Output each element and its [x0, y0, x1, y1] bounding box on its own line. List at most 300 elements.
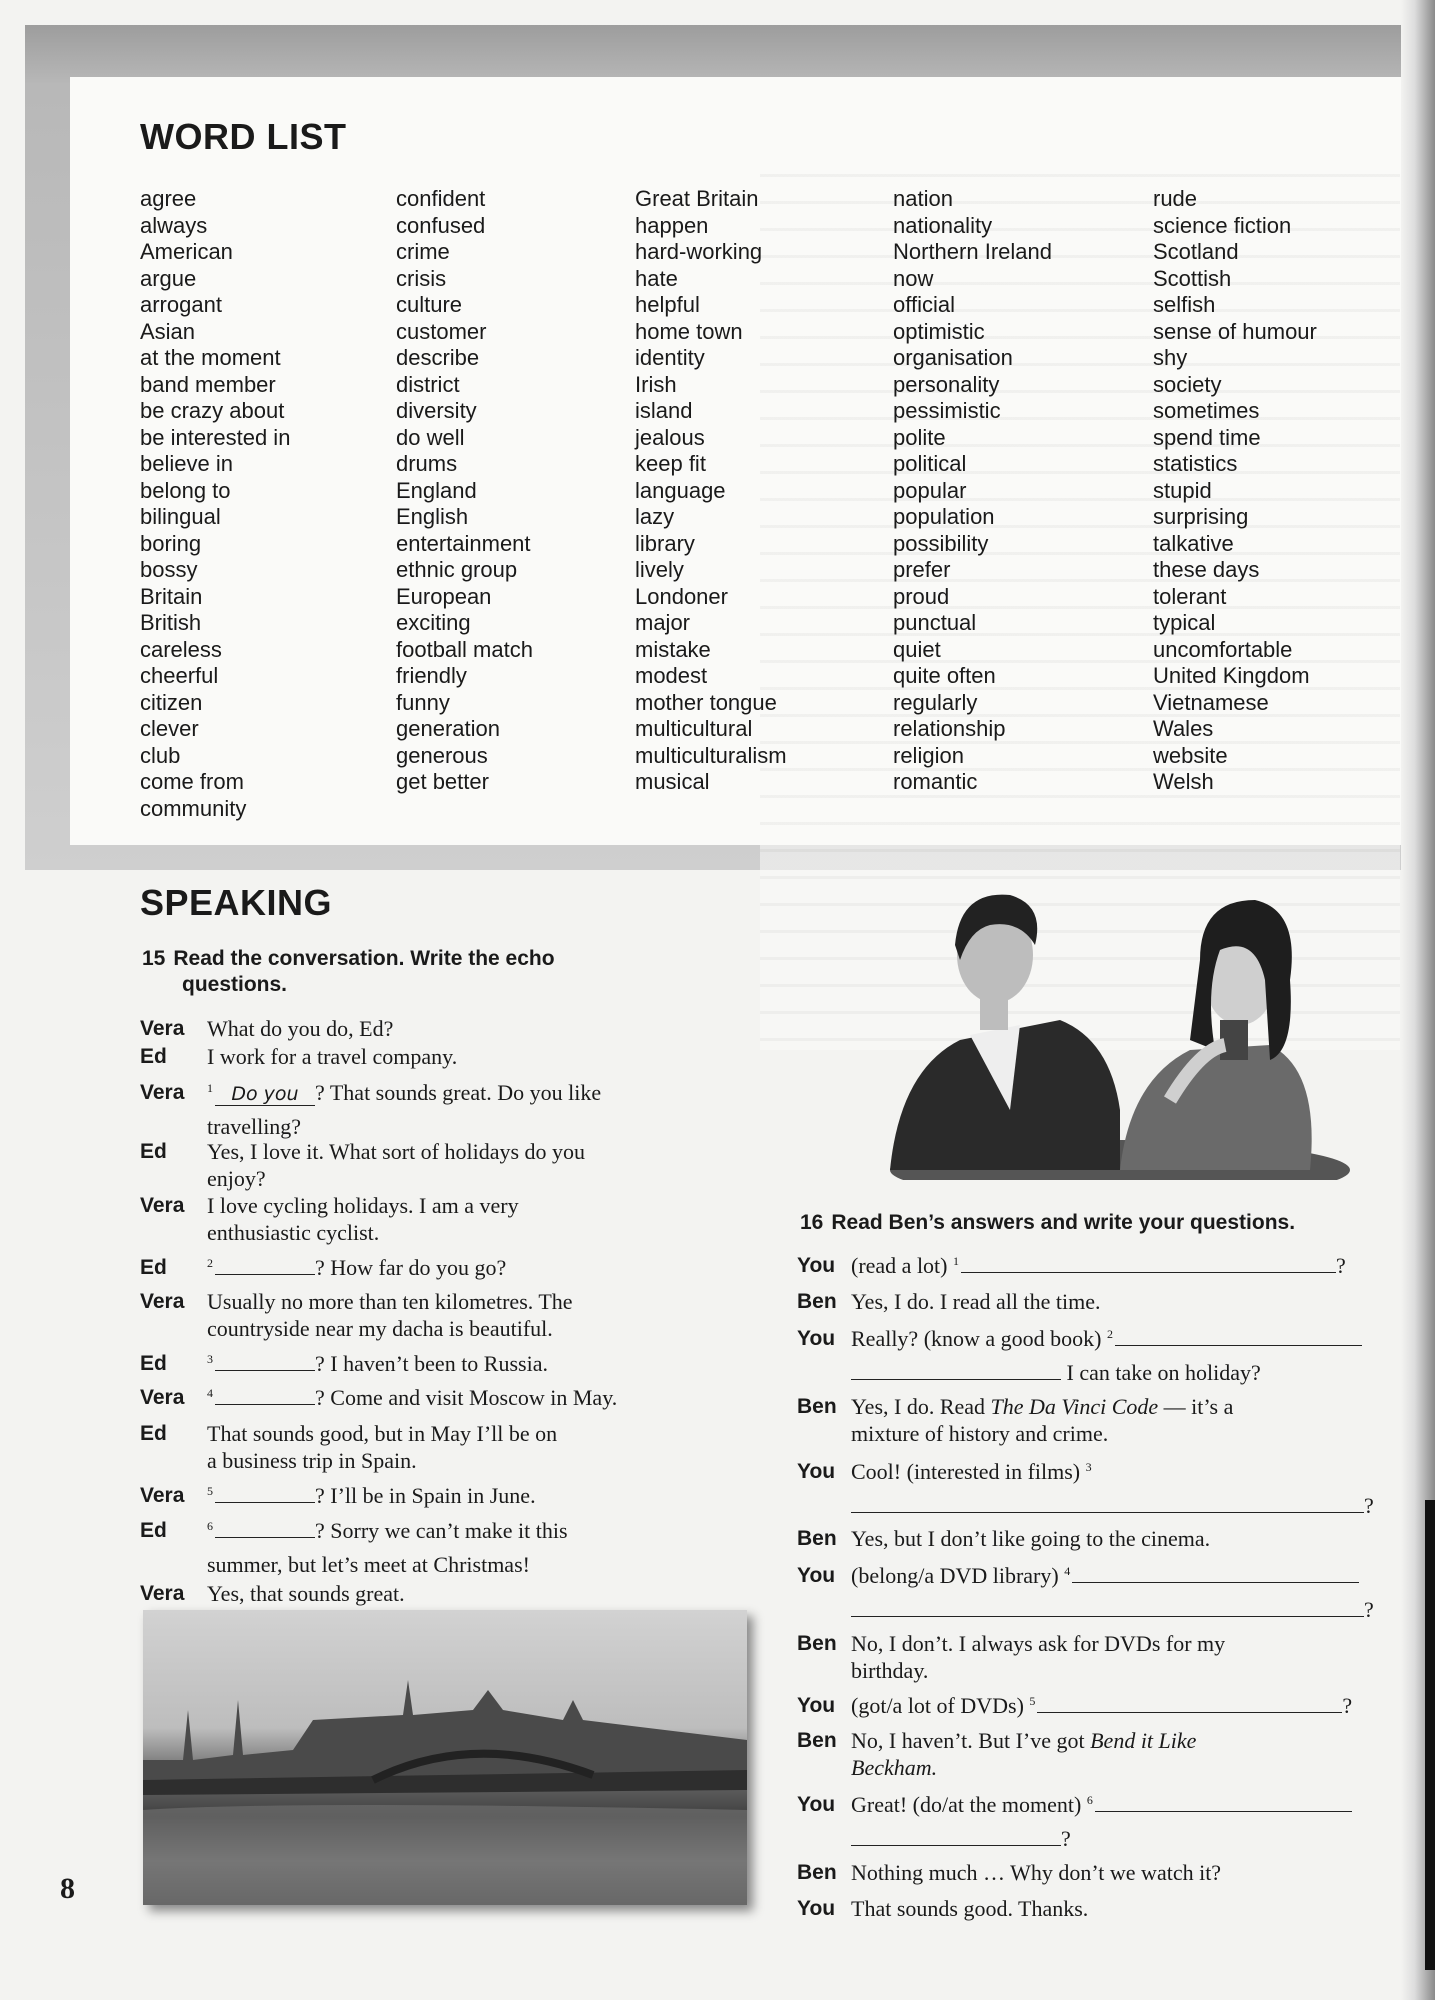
- word-list-item: crisis: [396, 265, 447, 291]
- text: birthday.: [851, 1658, 929, 1683]
- dialogue-text: [851, 1692, 1352, 1719]
- dialogue-line: [140, 1482, 536, 1509]
- word-list-item: be interested in: [140, 424, 291, 450]
- dialogue-text: [851, 1393, 1233, 1447]
- dialogue-row: [207, 1165, 585, 1192]
- text: ? Sorry we can’t make it this: [315, 1518, 568, 1543]
- word-list-item: shy: [1153, 345, 1188, 370]
- word-list-item: proud: [893, 583, 950, 609]
- dialogue-row: [851, 1252, 1346, 1279]
- answer-blank[interactable]: [1037, 1692, 1342, 1713]
- dialogue-row: [207, 1015, 393, 1042]
- gap-number: 3: [1085, 1459, 1092, 1474]
- speaker-label: Ben: [797, 1527, 837, 1550]
- dialogue-text: [851, 1455, 1374, 1523]
- gap-number: 2: [1107, 1326, 1113, 1341]
- dialogue-row: [207, 1514, 568, 1548]
- dialogue-text: [851, 1859, 1221, 1886]
- dialogue-line: [797, 1393, 1233, 1447]
- text: ?: [1061, 1826, 1071, 1851]
- word-list-item: hard-working: [635, 239, 763, 264]
- speaker-label: Ben: [797, 1395, 837, 1418]
- dialogue-row: [207, 1447, 557, 1474]
- speaker-label: Vera: [140, 1386, 185, 1409]
- word-list-item: United Kingdom: [1153, 663, 1310, 688]
- word-list-item: bilingual: [140, 504, 221, 529]
- dialogue-text: [851, 1252, 1346, 1279]
- word-list-column: [893, 186, 1052, 796]
- speaker-label: Ben: [797, 1729, 837, 1752]
- dialogue-row: [851, 1525, 1210, 1552]
- speaker-label: You: [797, 1793, 836, 1816]
- speaker-label: Vera: [140, 1582, 185, 1605]
- exercise-15-instruction: [142, 946, 555, 998]
- text: Yes, that sounds great.: [207, 1581, 405, 1606]
- dialogue-row: [851, 1657, 1225, 1684]
- dialogue-line: [140, 1015, 393, 1042]
- text: Yes, I do. I read all the time.: [851, 1289, 1101, 1314]
- word-list-item: sometimes: [1153, 398, 1260, 423]
- dialogue-text: [851, 1895, 1088, 1922]
- word-list-item: bossy: [140, 557, 198, 582]
- word-list-item: political: [893, 451, 967, 476]
- word-list-item: island: [635, 398, 693, 423]
- word-list-item: lively: [635, 557, 684, 582]
- word-list-item: uncomfortable: [1153, 636, 1293, 662]
- exercise-16-instruction: [800, 1210, 1295, 1236]
- dialogue-row: [851, 1692, 1352, 1719]
- dialogue-text: [207, 1138, 585, 1192]
- dialogue-row: [851, 1455, 1374, 1489]
- dialogue-row: [207, 1254, 506, 1281]
- word-list-item: hate: [635, 265, 678, 291]
- speaker-label: You: [797, 1564, 836, 1587]
- word-list-item: library: [635, 530, 695, 556]
- word-list-item: prefer: [893, 557, 951, 582]
- word-list-item: community: [140, 795, 247, 821]
- answer-blank[interactable]: [215, 1254, 315, 1275]
- word-list-item: keep fit: [635, 451, 706, 476]
- word-list-item: arrogant: [140, 292, 222, 317]
- dialogue-text: [207, 1482, 536, 1509]
- text: Yes, but I don’t like going to the cinema.: [851, 1526, 1211, 1551]
- instruction-text: questions.: [182, 973, 288, 996]
- page-edge: [1425, 1500, 1435, 1970]
- dialogue-text: [851, 1288, 1101, 1315]
- word-list-item: regularly: [893, 689, 978, 715]
- word-list-item: diversity: [396, 398, 477, 423]
- speaker-label: Ed: [140, 1045, 167, 1068]
- dialogue-line: [797, 1252, 1346, 1279]
- word-list-item: band member: [140, 371, 276, 397]
- speaker-label: Ben: [797, 1861, 837, 1884]
- word-list-item: religion: [893, 742, 964, 768]
- word-list-item: exciting: [396, 610, 471, 635]
- word-list-item: British: [140, 610, 202, 635]
- dialogue-line: [140, 1350, 548, 1377]
- dialogue-line: [797, 1630, 1225, 1684]
- word-list-item: relationship: [893, 716, 1006, 741]
- answer-blank[interactable]: [851, 1359, 1061, 1380]
- word-list-item: confident: [396, 186, 486, 211]
- word-list-item: statistics: [1153, 451, 1238, 476]
- speaker-label: Ed: [140, 1140, 167, 1163]
- word-list-item: Britain: [140, 583, 203, 609]
- dialogue-line: [797, 1288, 1101, 1315]
- gap-number: 1: [207, 1080, 213, 1095]
- word-list-item: possibility: [893, 530, 989, 556]
- dialogue-line: [140, 1076, 601, 1144]
- dialogue-row: [851, 1754, 1196, 1781]
- word-list-item: at the moment: [140, 345, 281, 370]
- word-list-item: confused: [396, 212, 486, 238]
- dialogue-line: [797, 1559, 1374, 1627]
- dialogue-line: [140, 1192, 519, 1246]
- dialogue-text: [207, 1514, 568, 1582]
- dialogue-row: [851, 1727, 1196, 1754]
- dialogue-text: [207, 1580, 405, 1607]
- word-list-item: these days: [1153, 557, 1260, 582]
- word-list-item: population: [893, 504, 995, 529]
- dialogue-row: [207, 1288, 573, 1315]
- dialogue-row: [851, 1322, 1362, 1356]
- dialogue-row: [851, 1788, 1352, 1822]
- text: enjoy?: [207, 1166, 266, 1191]
- word-list-item: ethnic group: [396, 557, 518, 582]
- word-list-item: punctual: [893, 610, 977, 635]
- word-list-item: describe: [396, 345, 480, 370]
- instruction-text: Read the conversation. Write the echo: [173, 947, 555, 970]
- text: summer, but let’s meet at Christmas!: [207, 1552, 530, 1577]
- word-list-column: [1153, 186, 1317, 796]
- word-list-item: citizen: [140, 689, 203, 715]
- word-list-item: science fiction: [1153, 212, 1292, 238]
- word-list-item: believe in: [140, 451, 233, 476]
- answer-blank[interactable]: [1115, 1325, 1362, 1346]
- text: (read a lot): [851, 1253, 953, 1278]
- dialogue-text: [207, 1192, 519, 1246]
- dialogue-row: [207, 1580, 405, 1607]
- word-list-item: cheerful: [140, 663, 219, 688]
- answer-field[interactable]: Do you: [215, 1083, 315, 1106]
- dialogue-text: [851, 1525, 1210, 1552]
- gap-number: 4: [1064, 1563, 1071, 1578]
- dialogue-line: [140, 1138, 585, 1192]
- text: That sounds good, but in May I’ll be on: [207, 1421, 558, 1446]
- exercise-number: 15: [142, 947, 166, 970]
- word-list-item: Vietnamese: [1153, 689, 1269, 715]
- word-list-item: be crazy about: [140, 398, 285, 423]
- dialogue-line: [797, 1692, 1352, 1719]
- text: ?: [1364, 1493, 1374, 1518]
- dialogue-row: [207, 1043, 457, 1070]
- dialogue-text: [207, 1076, 601, 1144]
- speaker-label: You: [797, 1327, 836, 1350]
- text: — it’s a: [1158, 1394, 1234, 1419]
- word-list-item: language: [635, 477, 726, 503]
- gap-number: 5: [207, 1483, 213, 1498]
- dialogue-text: [851, 1727, 1196, 1781]
- moscow-photo: [143, 1610, 747, 1905]
- dialogue-line: [797, 1788, 1352, 1856]
- word-list-item: talkative: [1153, 530, 1234, 556]
- text: I love cycling holidays. I am a very: [207, 1193, 519, 1218]
- text: enthusiastic cyclist.: [207, 1220, 380, 1245]
- dialogue-text: [207, 1254, 506, 1281]
- dialogue-line: [797, 1322, 1362, 1390]
- word-list-item: popular: [893, 477, 967, 503]
- word-list-item: quiet: [893, 636, 941, 662]
- text: That sounds good. Thanks.: [851, 1896, 1089, 1921]
- dialogue-row: [207, 1384, 617, 1411]
- word-list-item: generous: [396, 742, 488, 768]
- speaker-label: Vera: [140, 1290, 185, 1313]
- dialogue-row: [851, 1630, 1225, 1657]
- word-list-item: mistake: [635, 636, 711, 662]
- word-list-item: sense of humour: [1153, 318, 1317, 344]
- dialogue-text: [207, 1384, 617, 1411]
- speaker-label: Ben: [797, 1632, 837, 1655]
- dialogue-text: [851, 1630, 1225, 1684]
- word-list-item: helpful: [635, 292, 700, 317]
- text: Nothing much … Why don’t we watch it?: [851, 1860, 1222, 1885]
- dialogue-line: [140, 1514, 568, 1582]
- dialogue-row: [207, 1482, 536, 1509]
- dialogue-row: [207, 1315, 573, 1342]
- word-list-item: nationality: [893, 212, 993, 238]
- word-list-item: generation: [396, 716, 500, 741]
- speaker-label: Ben: [797, 1290, 837, 1313]
- word-list-item: organisation: [893, 345, 1013, 370]
- dialogue-row: [207, 1192, 519, 1219]
- text: ? I’ll be in Spain in June.: [315, 1483, 536, 1508]
- page-number: 8: [60, 1872, 75, 1905]
- word-list-item: stupid: [1153, 477, 1212, 503]
- dialogue-line: [140, 1288, 573, 1342]
- word-list-item: funny: [396, 689, 450, 715]
- text: What do you do, Ed?: [207, 1016, 394, 1041]
- text: ?: [1364, 1597, 1374, 1622]
- word-list-item: musical: [635, 769, 710, 794]
- word-list-item: customer: [396, 318, 487, 344]
- word-list-item: home town: [635, 318, 743, 344]
- speaker-label: You: [797, 1460, 836, 1483]
- word-list-item: nation: [893, 186, 953, 211]
- dialogue-text: [851, 1788, 1352, 1856]
- text: Yes, I love it. What sort of holidays do you: [207, 1139, 586, 1164]
- dialogue-row: [207, 1219, 519, 1246]
- speaker-label: Vera: [140, 1484, 185, 1507]
- speaker-label: Ed: [140, 1256, 167, 1279]
- answer-blank[interactable]: [215, 1482, 315, 1503]
- word-list-item: Great Britain: [635, 186, 759, 211]
- gap-number: 6: [1086, 1792, 1093, 1807]
- text: Really? (know a good book): [851, 1326, 1107, 1351]
- text: I work for a travel company.: [207, 1044, 458, 1069]
- dialogue-line: [140, 1420, 557, 1474]
- answer-blank[interactable]: [215, 1517, 315, 1538]
- speaker-label: Ed: [140, 1422, 167, 1445]
- word-list-item: personality: [893, 371, 1000, 397]
- dialogue-text: [851, 1322, 1362, 1390]
- dialogue-row: [851, 1822, 1352, 1856]
- answer-blank[interactable]: [215, 1384, 315, 1405]
- text: ? How far do you go?: [315, 1255, 507, 1280]
- text: ? I haven’t been to Russia.: [315, 1351, 548, 1376]
- text: Yes, I do. Read: [851, 1394, 991, 1419]
- dialogue-row: [207, 1420, 557, 1447]
- speaker-label: You: [797, 1694, 836, 1717]
- speaker-label: Vera: [140, 1017, 185, 1040]
- word-list-column: [635, 186, 787, 796]
- speaker-label: Ed: [140, 1519, 167, 1542]
- word-list-item: multicultural: [635, 716, 753, 741]
- instruction-text: Read Ben’s answers and write your questions.: [831, 1211, 1296, 1234]
- word-list-item: European: [396, 583, 492, 609]
- text: No, I haven’t. But I’ve got: [851, 1728, 1091, 1753]
- gap-number: 6: [207, 1518, 213, 1533]
- answer-blank[interactable]: [961, 1252, 1336, 1273]
- dialogue-text: [207, 1043, 457, 1070]
- dialogue-row: [207, 1076, 601, 1110]
- word-list-item: spend time: [1153, 424, 1261, 450]
- word-list-item: England: [396, 477, 477, 503]
- text: Great! (do/at the moment): [851, 1792, 1087, 1817]
- word-list-column: [140, 186, 290, 822]
- answer-blank[interactable]: [215, 1350, 315, 1371]
- speaker-label: You: [797, 1254, 836, 1277]
- dialogue-line: [140, 1384, 617, 1411]
- dialogue-row: [207, 1138, 585, 1165]
- word-list-item: come from: [140, 769, 244, 794]
- word-list-item: Welsh: [1153, 769, 1214, 794]
- text: Cool! (interested in films): [851, 1459, 1086, 1484]
- word-list-item: website: [1153, 742, 1228, 768]
- text: countryside near my dacha is beautiful.: [207, 1316, 553, 1341]
- answer-blank[interactable]: [1072, 1562, 1359, 1583]
- text: Usually no more than ten kilometres. The: [207, 1289, 573, 1314]
- dialogue-text: [207, 1350, 548, 1377]
- dialogue-line: [797, 1455, 1374, 1523]
- word-list-item: American: [140, 239, 233, 264]
- word-list-item: argue: [140, 265, 197, 291]
- word-list-item: tolerant: [1153, 583, 1227, 609]
- speaker-label: Vera: [140, 1081, 185, 1104]
- word-list-item: pessimistic: [893, 398, 1001, 423]
- dialogue-row: [851, 1489, 1374, 1523]
- word-list-item: Londoner: [635, 583, 728, 609]
- word-list-item: modest: [635, 663, 708, 688]
- gap-number: 3: [207, 1351, 213, 1366]
- word-list-item: agree: [140, 186, 197, 211]
- text: ? Come and visit Moscow in May.: [315, 1385, 618, 1410]
- text: (got/a lot of DVDs): [851, 1693, 1030, 1718]
- speaking-title: SPEAKING: [140, 882, 333, 923]
- word-list-item: always: [140, 212, 208, 238]
- word-list-item: quite often: [893, 663, 996, 688]
- word-list-item: careless: [140, 636, 222, 662]
- dialogue-line: [797, 1895, 1088, 1922]
- word-list-item: Wales: [1153, 716, 1214, 741]
- word-list-item: multiculturalism: [635, 742, 787, 768]
- dialogue-line: [797, 1727, 1196, 1781]
- dialogue-line: [140, 1580, 405, 1607]
- gap-number: 4: [207, 1385, 213, 1400]
- word-list-item: boring: [140, 530, 202, 556]
- text: I can take on holiday?: [1061, 1360, 1261, 1385]
- text: ?: [1336, 1253, 1346, 1278]
- speaker-label: Ed: [140, 1352, 167, 1375]
- word-list-column: [396, 186, 533, 796]
- exercise-number: 16: [800, 1211, 824, 1234]
- speaker-label: Vera: [140, 1194, 185, 1217]
- word-list-item: Irish: [635, 371, 677, 397]
- word-list-item: mother tongue: [635, 689, 777, 715]
- title-italic: Beckham.: [851, 1755, 938, 1780]
- gap-number: 2: [207, 1255, 213, 1270]
- dialogue-row: [207, 1548, 568, 1582]
- word-list-item: Scotland: [1153, 239, 1239, 264]
- gap-number: 1: [953, 1253, 959, 1268]
- dialogue-row: [851, 1859, 1221, 1886]
- word-list-item: lazy: [635, 504, 675, 529]
- answer-blank[interactable]: [851, 1492, 1364, 1513]
- word-list-item: rude: [1153, 186, 1198, 211]
- word-list-item: Scottish: [1153, 265, 1232, 291]
- word-list-item: identity: [635, 345, 705, 370]
- word-list-item: English: [396, 504, 469, 529]
- word-list-item: district: [396, 371, 460, 397]
- gap-number: 5: [1029, 1693, 1036, 1708]
- speaker-label: You: [797, 1897, 836, 1920]
- word-list-item: typical: [1153, 610, 1216, 635]
- word-list-item: entertainment: [396, 530, 531, 556]
- word-list-item: friendly: [396, 663, 467, 688]
- dialogue-line: [797, 1525, 1210, 1552]
- title-italic: Bend it Like: [1090, 1728, 1197, 1753]
- word-list-item: society: [1153, 371, 1222, 397]
- text: mixture of history and crime.: [851, 1421, 1109, 1446]
- answer-blank[interactable]: [1095, 1791, 1352, 1812]
- dialogue-row: [851, 1895, 1088, 1922]
- word-list-item: get better: [396, 769, 489, 794]
- word-list-item: official: [893, 292, 955, 317]
- answer-blank[interactable]: [851, 1596, 1364, 1617]
- dialogue-row: [207, 1350, 548, 1377]
- word-list-item: Northern Ireland: [893, 239, 1052, 264]
- answer-blank[interactable]: [851, 1825, 1061, 1846]
- word-list-title: WORD LIST: [140, 116, 347, 157]
- word-list-item: happen: [635, 212, 709, 238]
- word-list-item: polite: [893, 424, 946, 450]
- word-list-item: crime: [396, 239, 450, 264]
- title-italic: The Da Vinci Code: [990, 1394, 1159, 1419]
- word-list-item: football match: [396, 636, 533, 662]
- dialogue-row: [851, 1559, 1374, 1593]
- word-list-item: clever: [140, 716, 199, 741]
- text: No, I don’t. I always ask for DVDs for my: [851, 1631, 1226, 1656]
- dialogue-text: [851, 1559, 1374, 1627]
- dialogue-row: [851, 1356, 1362, 1390]
- dialogue-row: [851, 1420, 1233, 1447]
- dialogue-text: [207, 1015, 393, 1042]
- text: travelling?: [207, 1114, 302, 1139]
- dialogue-text: [207, 1288, 573, 1342]
- dialogue-row: [851, 1393, 1233, 1420]
- dialogue-line: [797, 1859, 1221, 1886]
- word-list-item: now: [893, 265, 934, 291]
- text: a business trip in Spain.: [207, 1448, 417, 1473]
